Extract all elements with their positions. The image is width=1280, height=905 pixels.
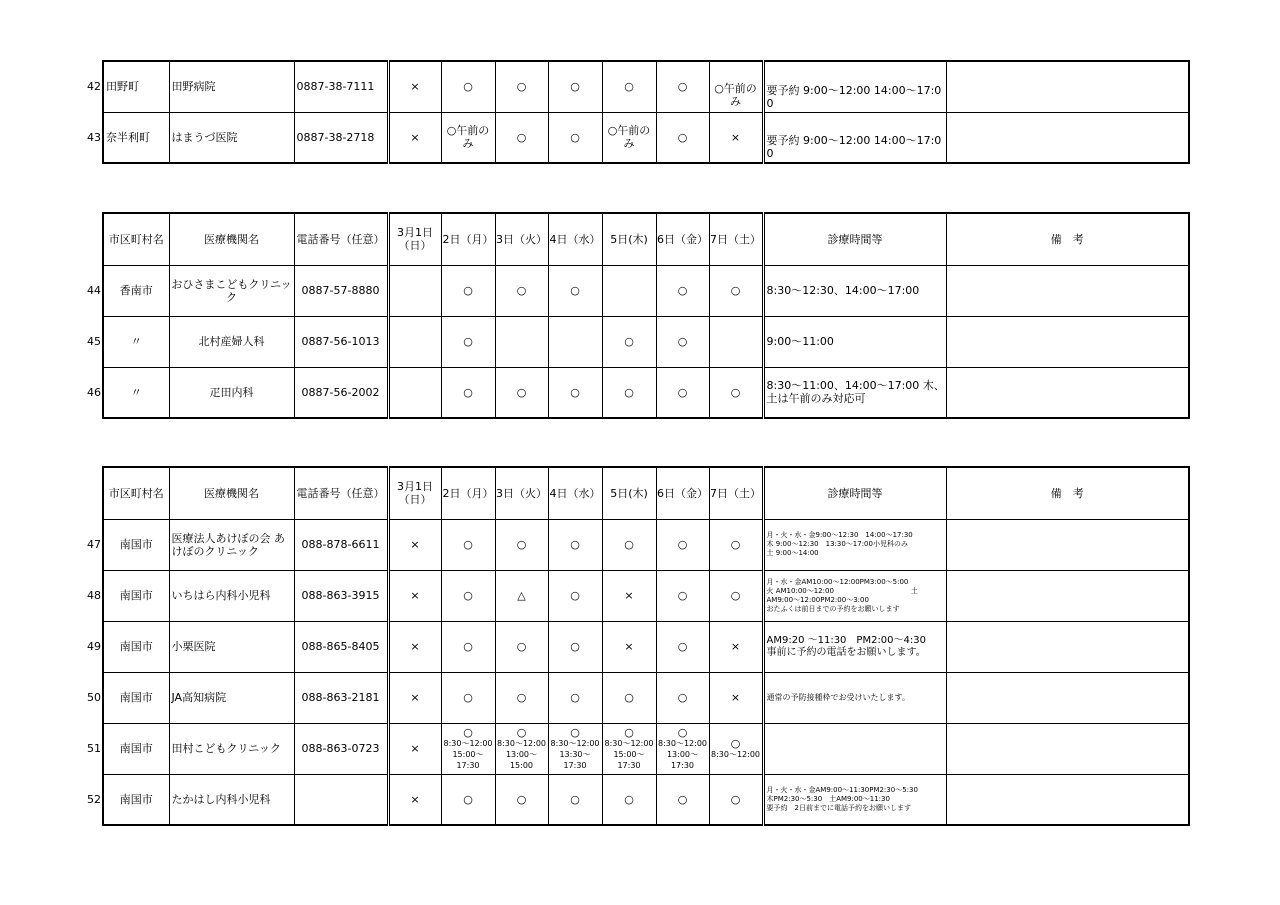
city-cell: 南国市 <box>103 519 169 570</box>
day-cell: ○ <box>441 774 495 825</box>
phone-cell: 0887-56-2002 <box>294 367 388 418</box>
header-phone: 電話番号（任意） <box>294 213 388 265</box>
table-row <box>0 367 1189 418</box>
day-cell: ○ <box>495 112 548 163</box>
header-hours: 診療時間等 <box>763 213 946 265</box>
table-row <box>0 774 1189 825</box>
day-cell <box>602 265 656 316</box>
day-cell: × <box>388 723 441 774</box>
note-cell <box>946 265 1189 316</box>
city-cell: 南国市 <box>103 723 169 774</box>
day-cell: ○ <box>548 774 602 825</box>
day-cell: ○ <box>495 265 548 316</box>
day-cell: ○ <box>441 316 495 367</box>
note-cell <box>946 570 1189 621</box>
day-cell: ○ <box>656 112 709 163</box>
day-cell: ○ <box>602 519 656 570</box>
city-cell: 南国市 <box>103 621 169 672</box>
day-cell: ○ <box>548 672 602 723</box>
day-cell: ○午前のみ <box>709 61 763 112</box>
header-day-6: 6日（金） <box>656 213 709 265</box>
day-cell: ○ <box>495 367 548 418</box>
day-cell <box>548 316 602 367</box>
day-cell: ○ <box>495 621 548 672</box>
day-cell: ○ <box>441 367 495 418</box>
note-cell <box>946 367 1189 418</box>
header-day-5: 5日(木) <box>602 213 656 265</box>
hours-cell: 月・火・水・金AM9:00～11:30PM2:30～5:30 木PM2:30～5:30 土AM9:00～11:30 要予約 2日前までに電話予約をお願いします <box>763 774 946 825</box>
day-cell: ○ <box>709 367 763 418</box>
day-cell: ○ <box>656 672 709 723</box>
day-cell: × <box>602 621 656 672</box>
row-number: 45 <box>87 335 101 348</box>
day-cell: ○ <box>656 316 709 367</box>
row-number: 48 <box>87 589 101 602</box>
day-cell: × <box>709 621 763 672</box>
note-cell <box>946 723 1189 774</box>
city-cell: 奈半利町 <box>103 112 169 163</box>
city-cell: 〃 <box>103 367 169 418</box>
row-number: 51 <box>87 742 101 755</box>
row-number: 42 <box>87 80 101 93</box>
day-cell: ○ <box>441 61 495 112</box>
day-cell: ○ <box>656 265 709 316</box>
day-cell: ○ <box>495 774 548 825</box>
hours-cell: 要予約 9:00～12:00 14:00～17:00 <box>763 61 946 112</box>
phone-cell <box>294 774 388 825</box>
schedule-table-1 <box>0 60 1190 164</box>
day-cell: ○ <box>656 621 709 672</box>
city-cell: 南国市 <box>103 570 169 621</box>
header-note: 備 考 <box>946 213 1189 265</box>
day-cell: ○ <box>441 519 495 570</box>
day-cell: × <box>388 774 441 825</box>
phone-cell: 0887-38-7111 <box>294 61 388 112</box>
table-row <box>0 61 1189 112</box>
clinic-name-cell: 疋田内科 <box>169 367 294 418</box>
day-cell <box>495 316 548 367</box>
row-number: 52 <box>87 793 101 806</box>
day-cell: ○ <box>495 519 548 570</box>
day-cell: ○ <box>656 367 709 418</box>
note-cell <box>946 519 1189 570</box>
day-cell: ○ <box>709 519 763 570</box>
header-day-5: 5日(木) <box>602 467 656 519</box>
table-row <box>0 316 1189 367</box>
clinic-name-cell: 田村こどもクリニック <box>169 723 294 774</box>
note-cell <box>946 774 1189 825</box>
header-day-1: 3月1日 （日） <box>388 467 441 519</box>
day-cell: ○ <box>602 61 656 112</box>
header-day-3: 3日（火） <box>495 467 548 519</box>
day-cell <box>388 265 441 316</box>
clinic-name-cell: 北村産婦人科 <box>169 316 294 367</box>
day-cell: ○ 8:30～12:00 13:00～17:30 <box>656 723 709 774</box>
day-cell: ○ <box>548 367 602 418</box>
header-row <box>0 213 1189 265</box>
hours-cell: AM9:20 ～11:30 PM2:00～4:30 事前に予約の電話をお願いします。 <box>763 621 946 672</box>
day-cell: ○ <box>441 621 495 672</box>
day-cell: ○ 8:30～12:00 13:00～15:00 <box>495 723 548 774</box>
day-cell: × <box>388 621 441 672</box>
day-cell: ○ <box>548 112 602 163</box>
hours-cell <box>763 723 946 774</box>
table-row <box>0 672 1189 723</box>
clinic-name-cell: JA高知病院 <box>169 672 294 723</box>
day-cell: × <box>388 570 441 621</box>
clinic-name-cell: いちはら内科小児科 <box>169 570 294 621</box>
day-cell: △ <box>495 570 548 621</box>
city-cell: 南国市 <box>103 774 169 825</box>
clinic-name-cell: たかはし内科小児科 <box>169 774 294 825</box>
note-cell <box>946 316 1189 367</box>
day-cell <box>709 316 763 367</box>
clinic-name-cell: 小栗医院 <box>169 621 294 672</box>
day-cell: ○ <box>548 61 602 112</box>
day-cell: ○ <box>709 570 763 621</box>
header-city: 市区町村名 <box>103 213 169 265</box>
note-cell <box>946 621 1189 672</box>
table-row <box>0 723 1189 774</box>
header-hours: 診療時間等 <box>763 467 946 519</box>
phone-cell: 088-878-6611 <box>294 519 388 570</box>
day-cell: ○ <box>548 570 602 621</box>
day-cell <box>388 316 441 367</box>
city-cell: 〃 <box>103 316 169 367</box>
day-cell: ○ <box>709 265 763 316</box>
header-day-7: 7日（土） <box>709 467 763 519</box>
phone-cell: 088-863-0723 <box>294 723 388 774</box>
day-cell: ○ <box>602 367 656 418</box>
phone-cell: 088-865-8405 <box>294 621 388 672</box>
header-day-4: 4日（水） <box>548 467 602 519</box>
header-day-2: 2日（月） <box>441 213 495 265</box>
row-number: 47 <box>87 538 101 551</box>
note-cell <box>946 672 1189 723</box>
hours-cell: 9:00～11:00 <box>763 316 946 367</box>
day-cell: ○ <box>495 672 548 723</box>
city-cell: 田野町 <box>103 61 169 112</box>
city-cell: 香南市 <box>103 265 169 316</box>
day-cell: ○ <box>441 672 495 723</box>
day-cell: × <box>709 112 763 163</box>
header-day-3: 3日（火） <box>495 213 548 265</box>
phone-cell: 088-863-2181 <box>294 672 388 723</box>
clinic-name-cell: 田野病院 <box>169 61 294 112</box>
day-cell: ○ <box>548 621 602 672</box>
row-number: 44 <box>87 284 101 297</box>
hours-cell: 要予約 9:00～12:00 14:00～17:00 <box>763 112 946 163</box>
header-day-7: 7日（土） <box>709 213 763 265</box>
header-note: 備 考 <box>946 467 1189 519</box>
header-day-4: 4日（水） <box>548 213 602 265</box>
phone-cell: 088-863-3915 <box>294 570 388 621</box>
header-phone: 電話番号（任意） <box>294 467 388 519</box>
header-clinic: 医療機関名 <box>169 213 294 265</box>
city-cell: 南国市 <box>103 672 169 723</box>
phone-cell: 0887-38-2718 <box>294 112 388 163</box>
day-cell: ○午前のみ <box>441 112 495 163</box>
note-cell <box>946 112 1189 163</box>
hours-cell: 月・水・金AM10:00～12:00PM3:00～5:00 火 AM10:00～12:00 土 AM9:00～12:00PM2:00～3:00 おたふくは前日までの予約をお願いします <box>763 570 946 621</box>
day-cell: ○ 8:30～12:00 13:30～17:30 <box>548 723 602 774</box>
day-cell: × <box>709 672 763 723</box>
day-cell: ○ 8:30～12:00 15:00～17:30 <box>441 723 495 774</box>
note-cell <box>946 61 1189 112</box>
clinic-name-cell: 医療法人あけぼの会 あけぼのクリニック <box>169 519 294 570</box>
phone-cell: 0887-57-8880 <box>294 265 388 316</box>
phone-cell: 0887-56-1013 <box>294 316 388 367</box>
table-row <box>0 265 1189 316</box>
day-cell: × <box>388 61 441 112</box>
header-clinic: 医療機関名 <box>169 467 294 519</box>
day-cell: × <box>602 570 656 621</box>
day-cell: ○ <box>602 672 656 723</box>
row-number: 43 <box>87 131 101 144</box>
hours-cell: 8:30～11:00、14:00～17:00 木、土は午前のみ対応可 <box>763 367 946 418</box>
table-row <box>0 621 1189 672</box>
table-row <box>0 519 1189 570</box>
hours-cell: 通常の予防接種枠でお受けいたします。 <box>763 672 946 723</box>
day-cell: ○午前のみ <box>602 112 656 163</box>
day-cell: ○ <box>656 519 709 570</box>
day-cell: ○ <box>656 61 709 112</box>
row-number: 49 <box>87 640 101 653</box>
table-row <box>0 570 1189 621</box>
clinic-name-cell: おひさまこどもクリニック <box>169 265 294 316</box>
day-cell: ○ <box>656 774 709 825</box>
schedule-table-3 <box>0 466 1190 826</box>
header-city: 市区町村名 <box>103 467 169 519</box>
table-row <box>0 112 1189 163</box>
day-cell: × <box>388 112 441 163</box>
day-cell: ○ <box>602 316 656 367</box>
hours-cell: 月・火・水・金9:00～12:30 14:00～17:30 木 9:00～12:30 13:30～17:00小児科のみ 土 9:00～14:00 <box>763 519 946 570</box>
day-cell: ○ <box>548 265 602 316</box>
row-number: 46 <box>87 386 101 399</box>
day-cell: ○ <box>709 774 763 825</box>
day-cell <box>388 367 441 418</box>
row-number: 50 <box>87 691 101 704</box>
day-cell: ○ 8:30～12:00 <box>709 723 763 774</box>
day-cell: ○ <box>656 570 709 621</box>
clinic-name-cell: はまうづ医院 <box>169 112 294 163</box>
schedule-table-2 <box>0 212 1190 419</box>
day-cell: × <box>388 672 441 723</box>
day-cell: ○ <box>495 61 548 112</box>
header-day-1: 3月1日 （日） <box>388 213 441 265</box>
day-cell: ○ <box>602 774 656 825</box>
day-cell: ○ 8:30～12:00 15:00～17:30 <box>602 723 656 774</box>
hours-cell: 8:30～12:30、14:00～17:00 <box>763 265 946 316</box>
day-cell: ○ <box>441 570 495 621</box>
day-cell: × <box>388 519 441 570</box>
day-cell: ○ <box>441 265 495 316</box>
header-day-6: 6日（金） <box>656 467 709 519</box>
day-cell: ○ <box>548 519 602 570</box>
header-row <box>0 467 1189 519</box>
header-day-2: 2日（月） <box>441 467 495 519</box>
